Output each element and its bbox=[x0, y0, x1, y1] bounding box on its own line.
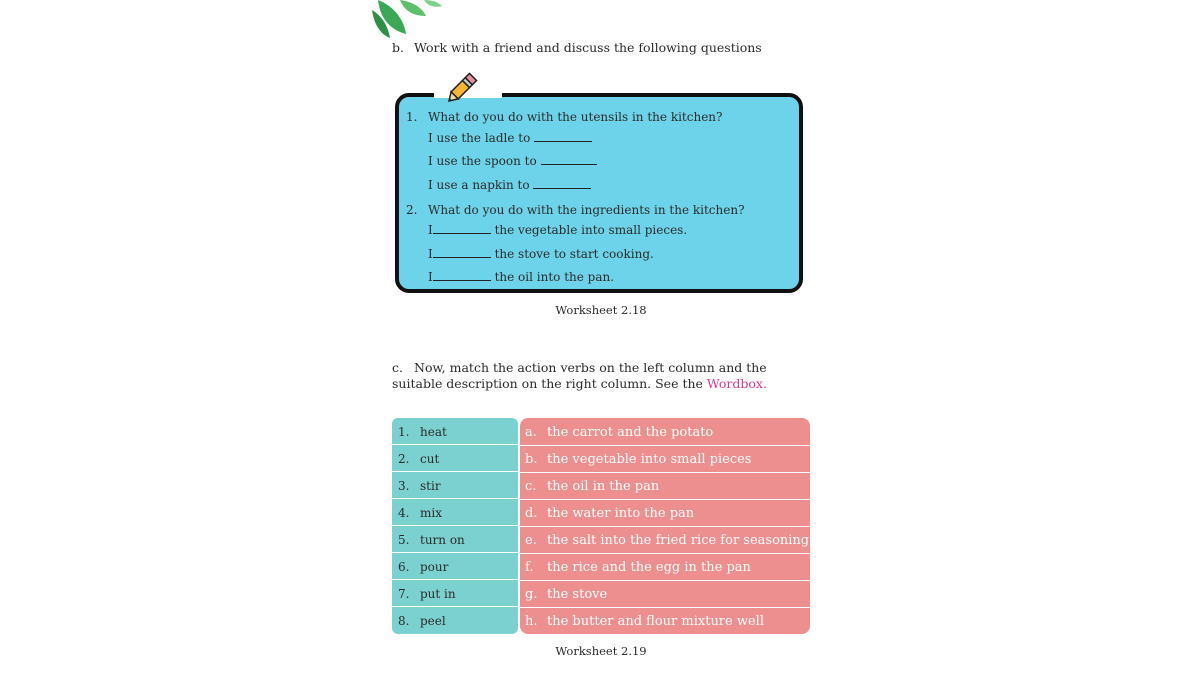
verb-row bbox=[392, 446, 518, 472]
description-letter: d. bbox=[525, 506, 538, 521]
question-1-line-2 bbox=[428, 154, 597, 168]
verb-text: stir bbox=[420, 479, 441, 493]
descriptions-column bbox=[520, 418, 810, 634]
section-b-heading bbox=[392, 40, 762, 55]
question-2-number: 2. bbox=[406, 203, 418, 217]
question-1-text: What do you do with the utensils in the kitchen? bbox=[428, 110, 723, 124]
section-b-instruction: Work with a friend and discuss the following questions bbox=[414, 40, 762, 55]
question-1-number: 1. bbox=[406, 110, 418, 124]
description-text: the vegetable into small pieces bbox=[547, 452, 752, 467]
answer-blank bbox=[533, 178, 591, 189]
description-text: the butter and flour mixture well bbox=[547, 614, 764, 629]
verb-text: cut bbox=[420, 452, 440, 466]
description-text: the salt into the fried rice for seasoning bbox=[547, 533, 810, 548]
worksheet-caption-2-18: Worksheet 2.18 bbox=[555, 303, 647, 317]
wordbox-link[interactable]: Wordbox. bbox=[706, 376, 767, 391]
question-1-line-1 bbox=[428, 131, 592, 145]
verb-text: pour bbox=[420, 560, 449, 574]
answer-line-post: the oil into the pan. bbox=[494, 270, 615, 284]
verb-text: peel bbox=[420, 614, 446, 628]
question-2-line-2 bbox=[428, 247, 654, 261]
verb-number: 3. bbox=[398, 479, 410, 493]
section-c-instruction: Now, match the action verbs on the left column and the suitable description on the right column. See the bbox=[392, 360, 767, 391]
description-letter: h. bbox=[525, 614, 538, 629]
section-b-label: b. bbox=[392, 40, 404, 55]
description-letter: b. bbox=[525, 452, 538, 467]
verb-text: put in bbox=[420, 587, 456, 601]
verb-text: mix bbox=[420, 506, 442, 520]
answer-blank bbox=[541, 154, 597, 165]
answer-line-pre: I bbox=[428, 223, 433, 237]
answer-line-post: the stove to start cooking. bbox=[494, 247, 654, 261]
description-row bbox=[520, 447, 810, 473]
answer-line-post: the vegetable into small pieces. bbox=[494, 223, 688, 237]
answer-blank bbox=[433, 223, 491, 234]
answer-blank bbox=[433, 270, 491, 281]
description-text: the water into the pan bbox=[547, 506, 695, 521]
worksheet-caption-2-19: Worksheet 2.19 bbox=[555, 644, 647, 658]
answer-line-pre: I bbox=[428, 270, 433, 284]
question-1-line-3 bbox=[428, 178, 591, 192]
verb-row bbox=[392, 473, 518, 499]
verb-number: 7. bbox=[398, 587, 410, 601]
description-letter: f. bbox=[525, 560, 534, 575]
verb-row bbox=[392, 527, 518, 553]
description-row bbox=[520, 528, 810, 554]
description-row bbox=[520, 501, 810, 527]
description-letter: e. bbox=[525, 533, 537, 548]
verb-row bbox=[392, 581, 518, 607]
question-2-line-1 bbox=[428, 223, 687, 237]
section-c-label: c. bbox=[392, 360, 403, 375]
answer-line-text: I use a napkin to bbox=[428, 178, 530, 192]
section-c-heading bbox=[392, 360, 812, 392]
verb-row bbox=[392, 554, 518, 580]
question-2-text: What do you do with the ingredients in the kitchen? bbox=[428, 203, 745, 217]
description-text: the stove bbox=[547, 587, 608, 602]
description-row bbox=[520, 474, 810, 500]
answer-line-text: I use the ladle to bbox=[428, 131, 531, 145]
answer-blank bbox=[534, 131, 592, 142]
verb-number: 1. bbox=[398, 425, 410, 439]
description-letter: a. bbox=[525, 425, 537, 440]
verb-row bbox=[392, 500, 518, 526]
leaf-decoration-icon bbox=[370, 0, 450, 40]
verb-number: 5. bbox=[398, 533, 410, 547]
verb-number: 8. bbox=[398, 614, 410, 628]
description-text: the oil in the pan bbox=[547, 479, 660, 494]
pencil-icon bbox=[442, 70, 480, 108]
description-row bbox=[520, 420, 810, 446]
description-text: the carrot and the potato bbox=[547, 425, 714, 440]
answer-line-pre: I bbox=[428, 247, 433, 261]
answer-line-text: I use the spoon to bbox=[428, 154, 537, 168]
verb-number: 6. bbox=[398, 560, 410, 574]
description-row bbox=[520, 582, 810, 608]
verb-row bbox=[392, 419, 518, 445]
question-2 bbox=[406, 203, 745, 217]
answer-blank bbox=[433, 247, 491, 258]
description-row bbox=[520, 555, 810, 581]
description-letter: g. bbox=[525, 587, 538, 602]
verb-text: heat bbox=[420, 425, 447, 439]
description-text: the rice and the egg in the pan bbox=[547, 560, 751, 575]
verb-number: 4. bbox=[398, 506, 410, 520]
verb-row bbox=[392, 608, 518, 634]
description-letter: c. bbox=[525, 479, 537, 494]
question-2-line-3 bbox=[428, 270, 614, 284]
verb-number: 2. bbox=[398, 452, 410, 466]
description-row bbox=[520, 609, 810, 634]
question-1 bbox=[406, 110, 722, 124]
verbs-column bbox=[392, 418, 518, 634]
verb-text: turn on bbox=[420, 533, 465, 547]
